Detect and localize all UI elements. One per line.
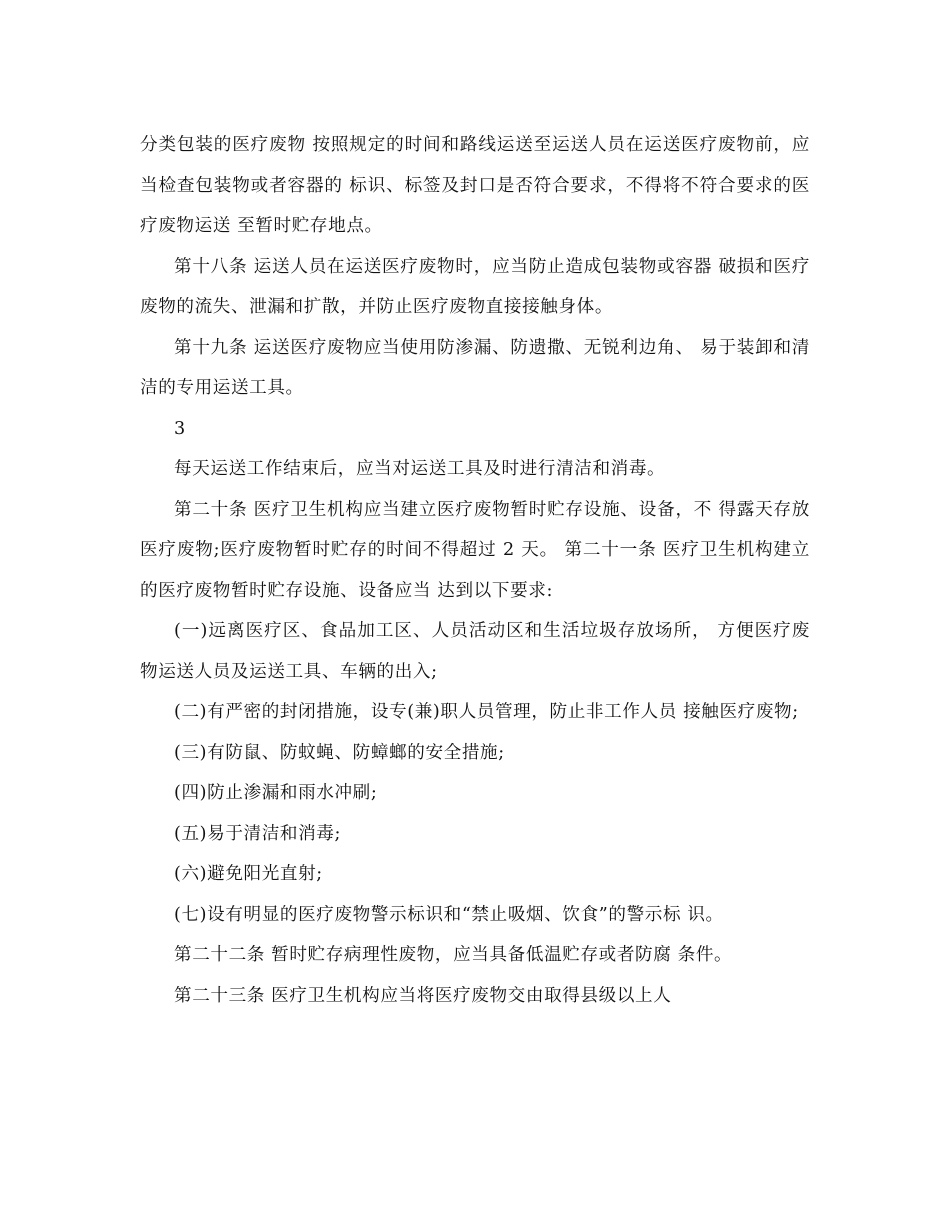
paragraph-article-22: 第二十二条 暂时贮存病理性废物，应当具备低温贮存或者防腐 条件。	[174, 945, 733, 965]
paragraph-article-20-21: 第二十条 医疗卫生机构应当建立医疗废物暂时贮存设施、设备，不 得露天存放医疗废物;医疗废物暂时贮存的时间不得超过 2 天。 第二十一条 医疗卫生机构建立的医疗废物暂时贮存设施、设备应当 达到以下要求:	[140, 499, 810, 601]
list-item-4: (四)防止渗漏和雨水冲刷;	[174, 783, 378, 803]
document-body	[140, 125, 810, 1016]
list-item-5: (五)易于清洁和消毒;	[174, 823, 342, 844]
paragraph-article-19: 第十九条 运送医疗废物应当使用防渗漏、防遗撒、无锐利边角、 易于装卸和清洁的专用运送工具。	[140, 337, 810, 398]
paragraph-article-23: 第二十三条 医疗卫生机构应当将医疗废物交由取得县级以上人	[174, 985, 672, 1006]
list-item-2: (二)有严密的封闭措施，设专(兼)职人员管理，防止非工作人员 接触医疗废物;	[174, 702, 799, 722]
list-item-1: (一)远离医疗区、食品加工区、人员活动区和生活垃圾存放场所， 方便医疗废物运送人员及运送工具、车辆的出入;	[140, 621, 810, 682]
list-item-6: (六)避免阳光直射;	[174, 864, 323, 884]
paragraph-continuation: 分类包装的医疗废物 按照规定的时间和路线运送至运送人员在运送医疗废物前，应当检查包装物或者容器的 标识、标签及封口是否符合要求，不得将不符合要求的医疗废物运送 至暂时贮存地点。	[140, 135, 810, 236]
list-item-3: (三)有防鼠、防蚊蝇、防蟑螂的安全措施;	[174, 742, 505, 763]
paragraph-daily-cleaning: 每天运送工作结束后，应当对运送工具及时进行清洁和消毒。	[174, 459, 666, 479]
paragraph-article-18: 第十八条 运送人员在运送医疗废物时，应当防止造成包装物或容器 破损和医疗废物的流失、泄漏和扩散，并防止医疗废物直接接触身体。	[140, 256, 810, 317]
page-number: 3	[174, 418, 186, 439]
list-item-7: (七)设有明显的医疗废物警示标识和“禁止吸烟、饮食”的警示标 识。	[174, 904, 724, 925]
